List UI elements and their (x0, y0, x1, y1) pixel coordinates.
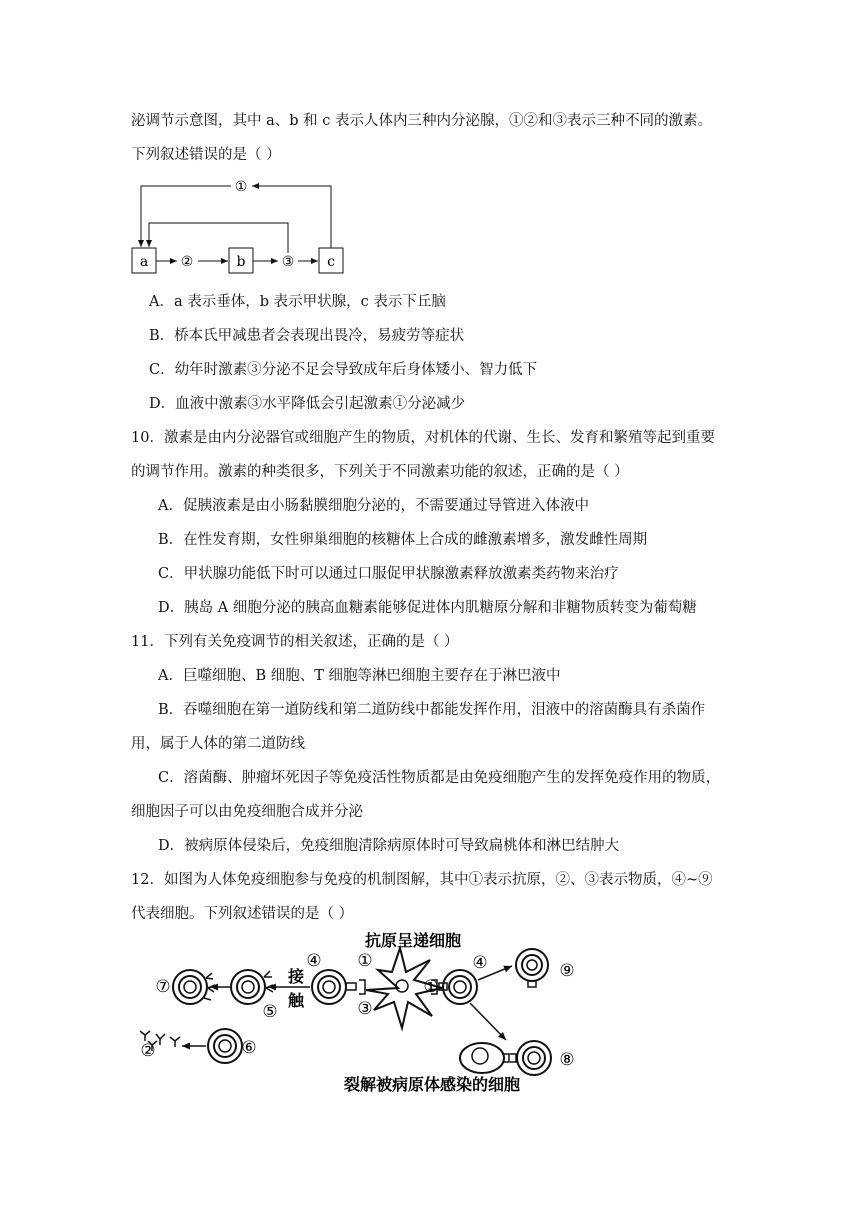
contact-label-bottom: 触 (287, 991, 305, 1010)
label-4-left: ④ (306, 951, 322, 971)
q10-option-c: C．甲状腺功能低下时可以通过口服促甲状腺激素释放激素类药物来治疗 (158, 566, 619, 582)
q9-option-b: B．桥本氏甲减患者会表现出畏冷，易疲劳等症状 (149, 328, 465, 344)
immune-mechanism-figure (130, 928, 600, 1103)
cell-7 (173, 970, 215, 1004)
q12-stem-line2: 代表细胞。下列叙述错误的是（ ） (131, 906, 354, 922)
q9-option-a: A．a 表示垂体，b 表示甲状腺，c 表示下丘脑 (149, 294, 446, 310)
q11-stem: 11．下列有关免疫调节的相关叙述，正确的是（ ） (131, 634, 459, 650)
hormone-3-label: ③ (281, 254, 295, 270)
label-7: ⑦ (155, 977, 171, 997)
gland-c-label: c (327, 254, 335, 270)
q11-option-b-line1: B．吞噬细胞在第一道防线和第二道防线中都能发挥作用，泪液中的溶菌酶具有杀菌作 (158, 702, 706, 718)
infected-cell (460, 1043, 516, 1073)
label-9: ⑨ (559, 961, 575, 981)
hormone-1-label: ① (234, 179, 248, 195)
gland-a-label: a (139, 254, 149, 270)
q11-option-b-line2: 用，属于人体的第二道防线 (131, 736, 305, 752)
cell-4-right (439, 970, 477, 1004)
q9-intro-line2: 下列叙述错误的是（ ） (131, 147, 281, 163)
q11-option-c-line2: 细胞因子可以由免疫细胞合成并分泌 (131, 804, 363, 820)
q11-option-a: A．巨噬细胞、B 细胞、T 细胞等淋巴细胞主要存在于淋巴液中 (158, 668, 561, 684)
label-3: ③ (357, 999, 373, 1019)
cell-6 (208, 1029, 242, 1063)
label-2: ② (140, 1041, 156, 1061)
apc-title: 抗原呈递细胞 (364, 931, 462, 950)
infected-cell-caption: 裂解被病原体感染的细胞 (343, 1075, 521, 1094)
label-6: ⑥ (241, 1038, 257, 1058)
q10-stem-line2: 的调节作用。激素的种类很多，下列关于不同激素功能的叙述，正确的是（ ） (131, 464, 629, 480)
label-5: ⑤ (262, 1002, 278, 1022)
contact-label-top: 接 (287, 967, 305, 986)
q12-stem-line1: 12．如图为人体免疫细胞参与免疫的机制图解，其中①表示抗原，②、③表示物质，④~⑨ (131, 872, 713, 888)
label-8: ⑧ (559, 1050, 575, 1070)
q11-option-d: D．被病原体侵染后，免疫细胞清除病原体时可导致扁桃体和淋巴结肿大 (158, 838, 620, 854)
hormone-2-label: ② (180, 254, 194, 270)
q9-option-c: C．幼年时激素③分泌不足会导致成年后身体矮小、智力低下 (149, 362, 538, 378)
cell-9 (516, 949, 548, 987)
q10-option-d: D．胰岛 A 细胞分泌的胰高血糖素能够促进体内肌糖原分解和非糖物质转变为葡萄糖 (158, 600, 697, 616)
q9-option-d: D．血液中激素③水平降低会引起激素①分泌减少 (149, 396, 466, 412)
cell-8 (517, 1041, 551, 1075)
q9-intro-line1: 泌调节示意图，其中 a、b 和 c 表示人体内三种内分泌腺，①②和③表示三种不同的激素。 (131, 113, 712, 129)
label-1-left: ① (357, 951, 373, 971)
gland-b-label: b (236, 254, 246, 270)
label-4-right: ④ (472, 953, 488, 973)
endocrine-feedback-diagram (125, 176, 355, 276)
cell-5 (231, 970, 273, 1004)
q11-option-c-line1: C．溶菌酶、肿瘤坏死因子等免疫活性物质都是由免疫细胞产生的发挥免疫作用的物质， (158, 770, 721, 786)
q10-option-b: B．在性发育期，女性卵巢细胞的核糖体上合成的雌激素增多，激发雌性周期 (158, 532, 648, 548)
q10-option-a: A．促胰液素是由小肠黏膜细胞分泌的，不需要通过导管进入体液中 (158, 498, 589, 514)
cell-4-left (312, 970, 356, 1004)
label-1-right: ① (423, 977, 439, 997)
q10-stem-line1: 10．激素是由内分泌器官或细胞产生的物质，对机体的代谢、生长、发育和繁殖等起到重要 (131, 430, 715, 446)
